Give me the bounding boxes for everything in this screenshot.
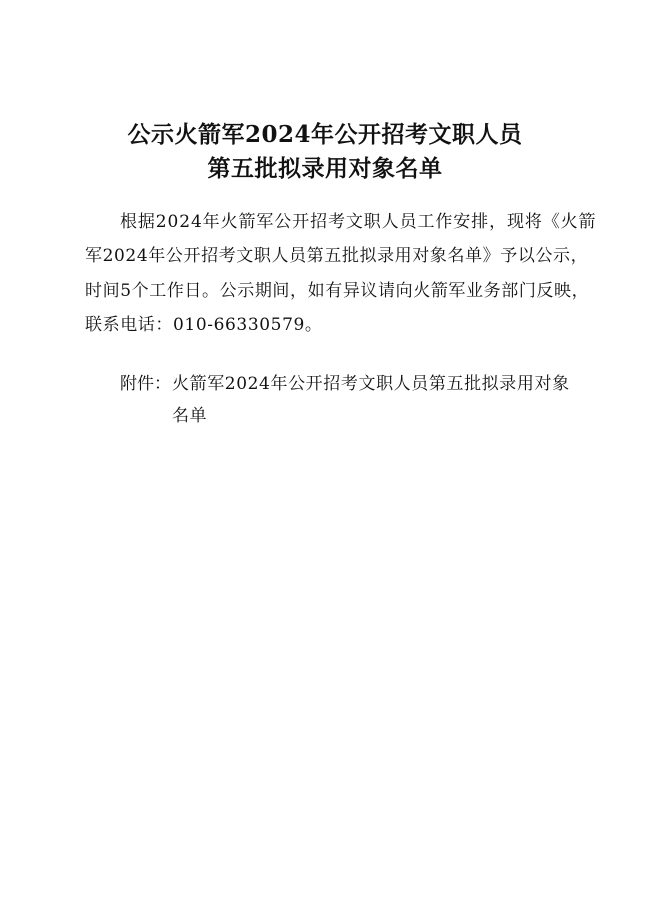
attachment-title-line-2: 名单	[172, 406, 208, 426]
document-title-line-1: 公示火箭军2024年公开招考文职人员	[127, 121, 523, 148]
document-title-line-2: 第五批拟录用对象名单	[207, 155, 443, 182]
body-paragraph-line-4: 联系电话：010-66330579。	[85, 315, 323, 335]
body-paragraph-line-2: 军2024年公开招考文职人员第五批拟录用对象名单》予以公示，	[85, 246, 589, 266]
body-paragraph-line-1: 根据2024年火箭军公开招考文职人员工作安排，现将《火箭	[120, 212, 597, 232]
attachment-label: 附件：	[120, 374, 171, 394]
attachment-title-line-1: 火箭军2024年公开招考文职人员第五批拟录用对象	[172, 374, 570, 394]
body-paragraph-line-3: 时间5个工作日。公示期间，如有异议请向火箭军业务部门反映，	[85, 281, 590, 301]
